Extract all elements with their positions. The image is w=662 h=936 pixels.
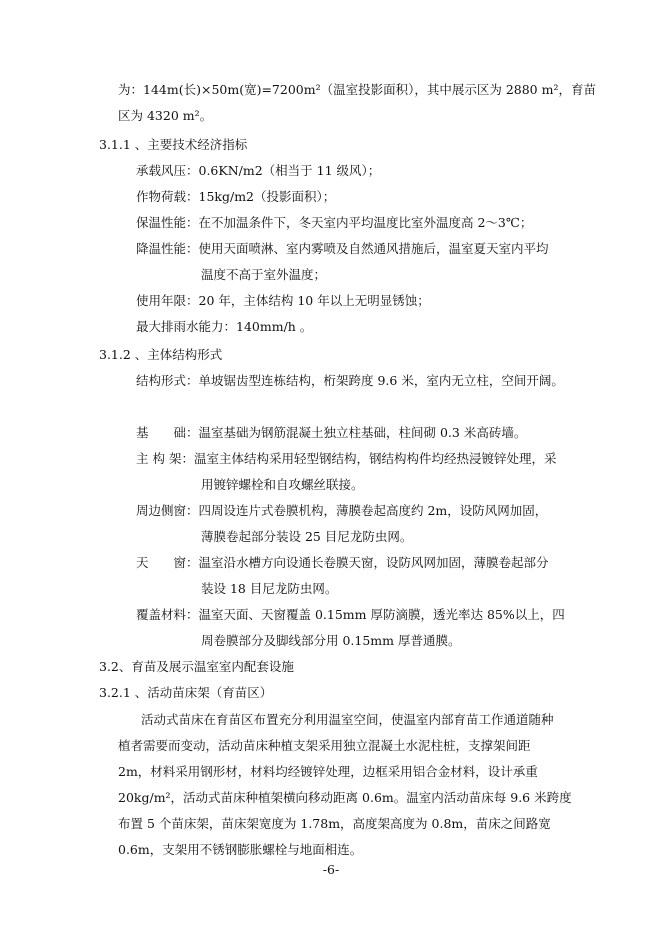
structure-foundation: 基 础：温室基础为钢筋混凝土独立柱基础，柱间砌 0.3 米高砖墙。 [136, 425, 527, 440]
section-3-1-2-heading: 3.1.2 、主体结构形式 [99, 347, 223, 362]
structure-side-window: 周边侧窗：四周设连片式卷膜机构，薄膜卷起高度约 2m，设防风网加固， [136, 503, 548, 518]
spec-service-life: 使用年限：20 年，主体结构 10 年以上无明显锈蚀； [136, 293, 430, 308]
intro-line-2: 区为 4320 m²。 [118, 108, 213, 123]
structure-roof-window-cont: 装设 18 目尼龙防虫网。 [201, 581, 338, 596]
seedbed-paragraph-line-2: 植者需要而变动，活动苗床种植支架采用独立混凝土水泥柱桩，支撑架间距 [118, 738, 531, 753]
section-3-2-heading: 3.2、育苗及展示温室室内配套设施 [99, 659, 294, 674]
spec-crop-load: 作物荷载：15kg/m2（投影面积）； [136, 189, 336, 204]
page-number: -6- [322, 862, 340, 877]
structure-covering-cont: 周卷膜部分及脚线部分用 0.15mm 厚普通膜。 [201, 633, 461, 648]
structure-frame: 主 构 架：温室主体结构采用轻型钢结构，钢结构构件均经热浸镀锌处理，采 [136, 451, 557, 466]
spec-cooling-cont: 温度不高于室外温度； [201, 267, 327, 282]
section-3-2-1-heading: 3.2.1 、活动苗床架（育苗区） [99, 685, 273, 700]
structure-side-window-cont: 薄膜卷起部分装设 25 目尼龙防虫网。 [201, 529, 413, 544]
seedbed-paragraph-line-1: 活动式苗床在育苗区布置充分利用温室空间，使温室内部育苗工作通道随种 [141, 712, 554, 727]
intro-line-1: 为：144m(长)×50m(宽)=7200m²（温室投影面积），其中展示区为 2880 m²，育苗 [118, 82, 596, 97]
seedbed-paragraph-line-4: 20kg/m²，活动式苗床种植架横向移动距离 0.6m。温室内活动苗床每 9.6 米跨度 [118, 790, 572, 805]
section-3-1-1-heading: 3.1.1 、主要技术经济指标 [99, 137, 248, 152]
seedbed-paragraph-line-5: 布置 5 个苗床架，苗床架宽度为 1.78m，高度架高度为 0.8m，苗床之间路宽 [118, 816, 551, 831]
structure-covering: 覆盖材料：温室天面、天窗覆盖 0.15mm 厚防滴膜，透光率达 85%以上，四 [136, 607, 565, 622]
spec-cooling: 降温性能：使用天面喷淋、室内雾喷及自然通风措施后，温室夏天室内平均 [136, 241, 549, 256]
spec-drainage: 最大排雨水能力：140mm/h 。 [136, 319, 313, 334]
spec-insulation: 保温性能：在不加温条件下，冬天室内平均温度比室外温度高 2～3℃； [136, 215, 533, 230]
structure-frame-cont: 用镀锌螺栓和自攻螺丝联接。 [201, 477, 364, 492]
spec-wind-load: 承载风压：0.6KN/m2（相当于 11 级风）； [136, 163, 381, 178]
structure-roof-window: 天 窗：温室沿水槽方向设通长卷膜天窗，设防风网加固，薄膜卷起部分 [136, 555, 549, 570]
structure-form: 结构形式：单坡锯齿型连栋结构，桁架跨度 9.6 米，室内无立柱，空间开阔。 [136, 373, 564, 388]
seedbed-paragraph-line-6: 0.6m，支架用不锈钢膨胀螺栓与地面相连。 [118, 842, 363, 857]
seedbed-paragraph-line-3: 2m，材料采用钢形材，材料均经镀锌处理，边框采用铝合金材料，设计承重 [118, 764, 538, 779]
